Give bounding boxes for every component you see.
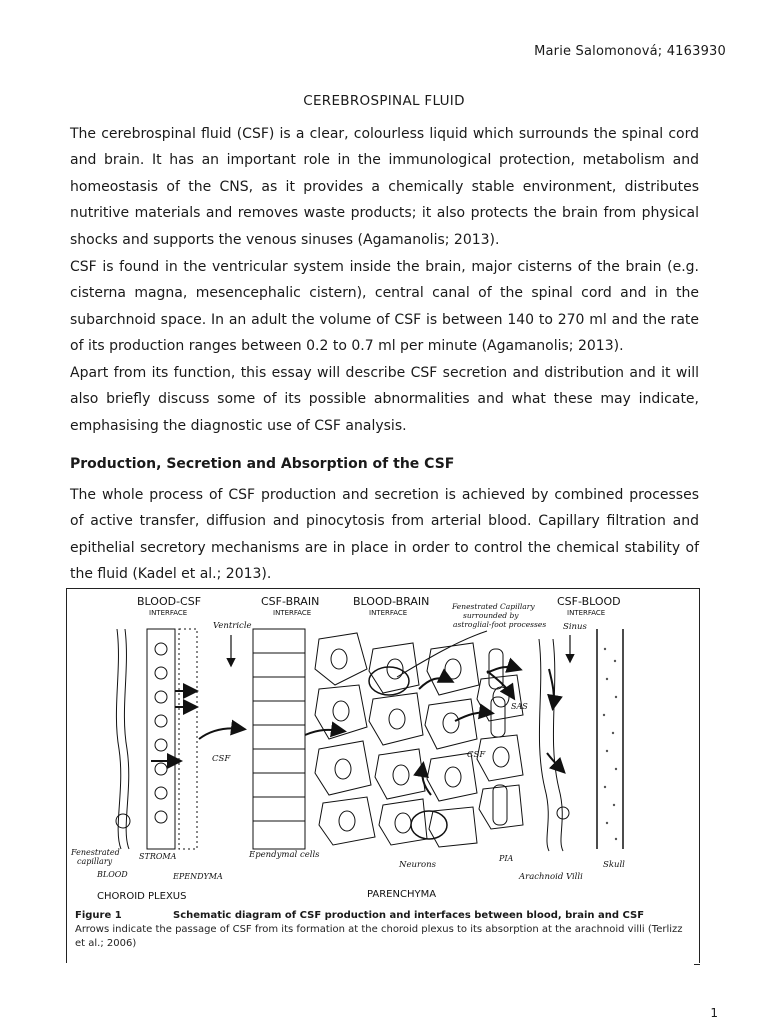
- label-blood-brain-interface: INTERFACE: [369, 609, 408, 617]
- label-ventricle: Ventricle: [213, 621, 252, 631]
- label-csf-brain-interface: INTERFACE: [273, 609, 312, 617]
- label-fenestrated-capillary-a: Fenestrated: [71, 848, 120, 857]
- label-choroid-plexus: CHOROID PLEXUS: [97, 891, 187, 902]
- csf-schematic-diagram: [67, 589, 699, 909]
- label-skull: Skull: [603, 860, 625, 870]
- section-heading: Production, Secretion and Absorption of the CSF: [70, 456, 455, 472]
- label-ependymal-cells: Ependymal cells: [249, 850, 320, 860]
- author-line: Marie Salomonová; 4163930: [534, 44, 726, 59]
- paragraph-intro: The cerebrospinal fluid (CSF) is a clear, colourless liquid which surrounds the spinal cord and brain. It has an important role in the immunological protection, metabolism and homeostasis of the CNS, as it provides a chemically stable environment, distributes nutritive materials and removes waste products; it also protects the brain from physical shocks and supports the venous sinuses (Agamanolis; 2013).: [70, 126, 699, 248]
- label-csf-blood-interface: INTERFACE: [567, 609, 606, 617]
- label-pia: PIA: [499, 854, 514, 863]
- label-ependyma: EPENDYMA: [173, 872, 223, 881]
- label-fenestrated-capillary-1: Fenestrated Capillary: [452, 602, 535, 611]
- figure-title: Schematic diagram of CSF production and interfaces between blood, brain and CSF: [173, 910, 645, 921]
- label-blood: BLOOD: [97, 870, 128, 879]
- ependyma-cells: [155, 643, 167, 823]
- ependymal-cell-rows: [253, 653, 305, 821]
- label-fenestrated-capillary-3: astroglial-foot processes: [453, 620, 547, 629]
- figure-description: Arrows indicate the passage of CSF from its formation at the choroid plexus to its absorption at the arachnoid villi (Terlizz et al.; 2006): [75, 924, 683, 949]
- label-neurons: Neurons: [399, 860, 436, 870]
- paragraph-scope: Apart from its function, this essay will describe CSF secretion and distribution and it will also briefly discuss some of its possible abnormalities and what these may indicate, emphasising the diagnostic use of CSF analysis.: [70, 365, 699, 434]
- parenchyma-cells: [315, 633, 523, 847]
- page-number: 1: [710, 1006, 718, 1020]
- label-blood-csf: BLOOD-CSF: [137, 595, 202, 608]
- figure-corner-tick: [694, 964, 700, 965]
- paragraph-production: The whole process of CSF production and secretion is achieved by combined processes of active transfer, diffusion and pinocytosis from arterial blood. Capillary filtration and epithelial secretory mechanisms are in place in order to control the chemical stability of the fluid (Kadel et al.; 2013).: [70, 487, 699, 583]
- figure-caption: [75, 909, 695, 951]
- document-title: CEREBROSPINAL FLUID: [303, 93, 465, 109]
- label-csf-mid: CSF: [467, 750, 486, 760]
- label-fenestrated-capillary-b: capillary: [77, 857, 113, 866]
- label-blood-brain: BLOOD-BRAIN: [353, 595, 430, 608]
- figure-1: [66, 588, 700, 963]
- label-csf-brain: CSF-BRAIN: [261, 595, 320, 608]
- label-sas: SAS: [511, 702, 528, 711]
- label-fenestrated-capillary-2: surrounded by: [463, 611, 519, 620]
- label-blood-csf-interface: INTERFACE: [149, 609, 188, 617]
- label-parenchyma: PARENCHYMA: [367, 889, 437, 900]
- paragraph-location: CSF is found in the ventricular system inside the brain, major cisterns of the brain (e.g. cisterna magna, mesencephalic cistern), central canal of the spinal cord and in the subarchnoid space. In an adult the volume of CSF is between 140 to 270 ml and the rate of its production ranges between 0.2 to 0.7 ml per minute (Agamanolis; 2013).: [70, 259, 699, 355]
- label-arachnoid-villi: Arachnoid Villi: [519, 872, 583, 882]
- label-csf-blood: CSF-BLOOD: [557, 595, 621, 608]
- label-stroma: STROMA: [139, 852, 177, 861]
- label-csf-left: CSF: [212, 754, 231, 764]
- figure-label: Figure 1: [75, 910, 122, 921]
- skull-texture: [603, 648, 617, 840]
- label-sinus: Sinus: [563, 622, 587, 632]
